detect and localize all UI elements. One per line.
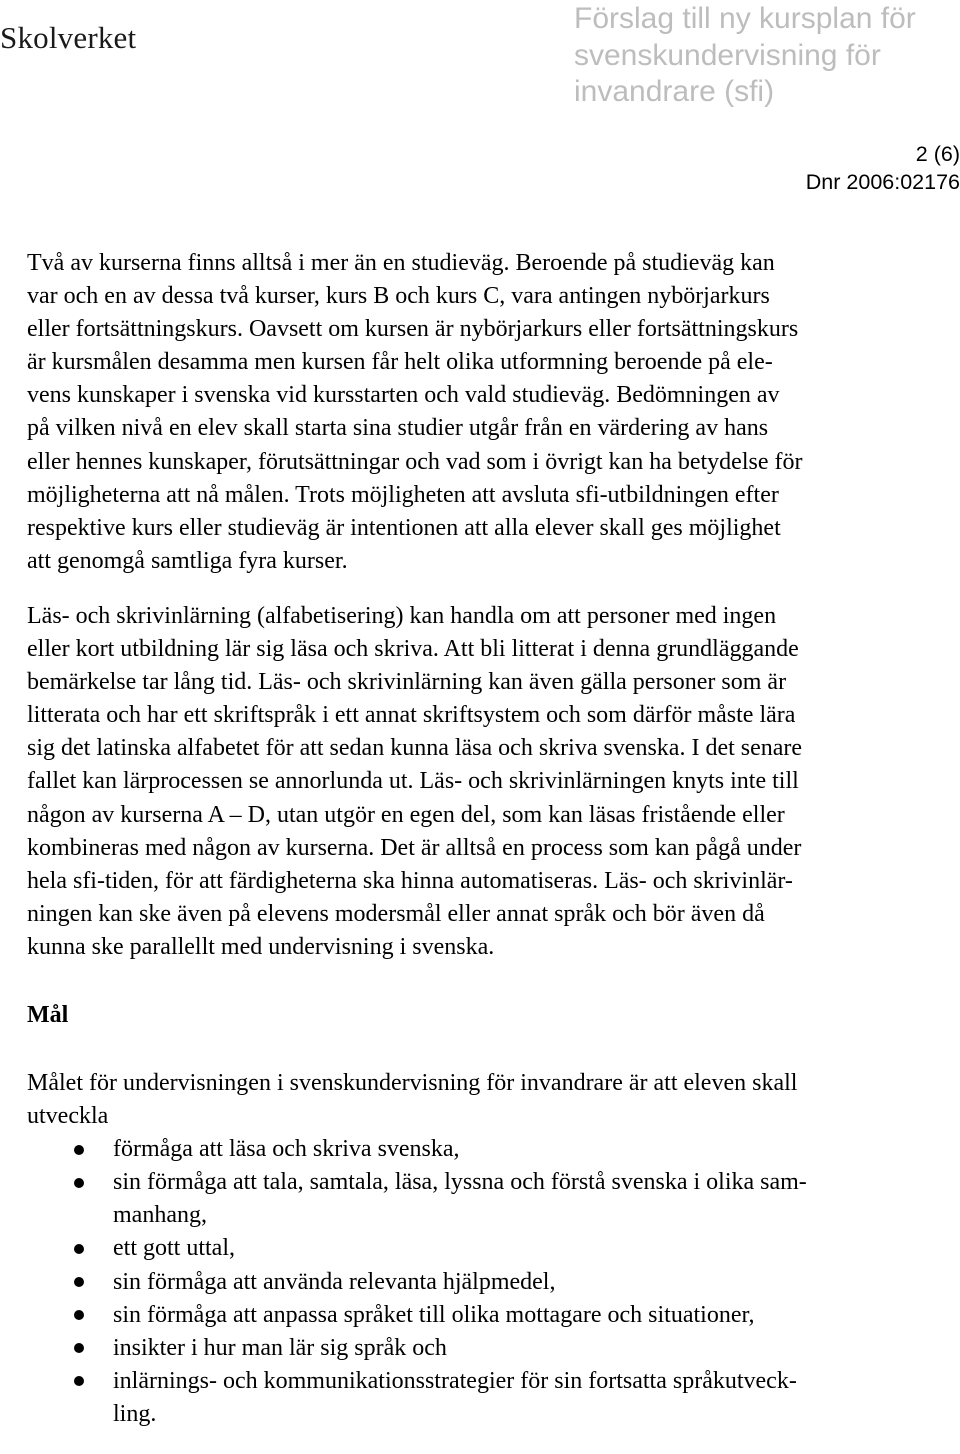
bullet-icon xyxy=(74,1299,84,1332)
text-line: eller fortsättningskurs. Oavsett om kursen är nybörjarkurs eller fortsättningskurs xyxy=(27,316,799,343)
list-item xyxy=(27,1133,957,1166)
bullet-icon xyxy=(74,1133,84,1166)
bullet-icon xyxy=(74,1266,84,1299)
text-line: ningen kan ske även på elevens modersmål eller annat språk och bör även då xyxy=(27,900,765,927)
list-item xyxy=(27,1166,957,1232)
page-number: 2 (6) xyxy=(915,142,960,166)
paragraph-literacy xyxy=(27,600,957,964)
text-line: möjligheterna att nå målen. Trots möjligheten att avsluta sfi-utbildningen efter xyxy=(27,481,779,508)
text-line: eller kort utbildning lär sig läsa och skriva. Att bli litterat i denna grundläggande xyxy=(27,636,799,663)
bullet-icon xyxy=(74,1232,84,1265)
list-item xyxy=(27,1299,957,1332)
text-line: sig det latinska alfabetet för att sedan kunna läsa och skriva svenska. I det senare xyxy=(27,735,803,762)
document-title-line: invandrare (sfi) xyxy=(574,75,775,108)
text-line: utveckla xyxy=(27,1103,109,1130)
text-line: fallet kan lärprocessen se annorlunda ut. Läs- och skrivinlärningen knyts inte till xyxy=(27,768,799,795)
section-heading: Mål xyxy=(27,1001,69,1028)
text-line: hela sfi-tiden, för att färdigheterna ska hinna automatiseras. Läs- och skrivinlär- xyxy=(27,867,793,894)
goals-intro xyxy=(27,1067,957,1133)
list-item xyxy=(27,1232,957,1265)
list-item xyxy=(27,1266,957,1299)
text-line: sin förmåga att tala, samtala, läsa, lyssna och förstå svenska i olika sam- xyxy=(113,1169,807,1196)
text-line: kombineras med någon av kurserna. Det är alltså en process som kan pågå under xyxy=(27,834,802,861)
text-line: kunna ske parallellt med undervisning i svenska. xyxy=(27,933,495,960)
logo-skolverket: Skolverket xyxy=(0,20,137,55)
text-line: ett gott uttal, xyxy=(113,1235,235,1262)
text-line: respektive kurs eller studieväg är intentionen att alla elever skall ges möjlighet xyxy=(27,514,781,541)
text-line: vens kunskaper i svenska vid kursstarten och vald studieväg. Bedömningen av xyxy=(27,382,780,409)
bullet-icon xyxy=(74,1332,84,1365)
text-line: är kursmålen desamma men kursen får helt olika utformning beroende på ele- xyxy=(27,349,773,376)
bullet-icon xyxy=(74,1166,84,1199)
paragraph-courses xyxy=(27,247,957,578)
text-line: förmåga att läsa och skriva svenska, xyxy=(113,1136,460,1163)
text-line: Två av kurserna finns alltså i mer än en studieväg. Beroende på studieväg kan xyxy=(27,250,775,276)
text-line: Målet för undervisningen i svenskundervisning för invandrare är att eleven skall xyxy=(27,1069,798,1096)
document-reference-number: Dnr 2006:02176 xyxy=(805,170,960,194)
text-line: eller hennes kunskaper, förutsättningar och vad som i övrigt kan ha betydelse för xyxy=(27,448,803,475)
text-line: inlärnings- och kommunikationsstrategier för sin fortsatta språkutveck- xyxy=(113,1367,797,1394)
bullet-icon xyxy=(74,1365,84,1398)
document-title xyxy=(574,1,960,111)
text-line: på vilken nivå en elev skall starta sina studier utgår från en värdering av hans xyxy=(27,415,769,442)
text-line: sin förmåga att anpassa språket till olika mottagare och situationer, xyxy=(113,1301,755,1328)
document-title-line: Förslag till ny kursplan för xyxy=(574,2,916,35)
document-title-line: svenskundervisning för xyxy=(574,38,881,72)
document-body xyxy=(27,247,957,1431)
text-line: att genomgå samtliga fyra kurser. xyxy=(27,547,348,574)
text-line: någon av kurserna A – D, utan utgör en egen del, som kan läsas fristående eller xyxy=(27,801,785,828)
text-line: Läs- och skrivinlärning (alfabetisering) kan handla om att personer med ingen xyxy=(27,602,777,629)
goals-list xyxy=(27,1133,957,1431)
text-line: ling. xyxy=(113,1400,157,1427)
text-line: insikter i hur man lär sig språk och xyxy=(113,1334,447,1361)
list-item xyxy=(27,1332,957,1365)
text-line: manhang, xyxy=(113,1202,207,1229)
text-line: litterata och har ett skriftspråk i ett annat skriftsystem och som därför måste lära xyxy=(27,702,796,729)
text-line: bemärkelse tar lång tid. Läs- och skrivinlärning kan även gälla personer som är xyxy=(27,669,787,696)
text-line: sin förmåga att använda relevanta hjälpmedel, xyxy=(113,1268,556,1295)
list-item xyxy=(27,1365,957,1431)
text-line: var och en av dessa två kurser, kurs B och kurs C, vara antingen nybörjarkurs xyxy=(27,283,770,310)
